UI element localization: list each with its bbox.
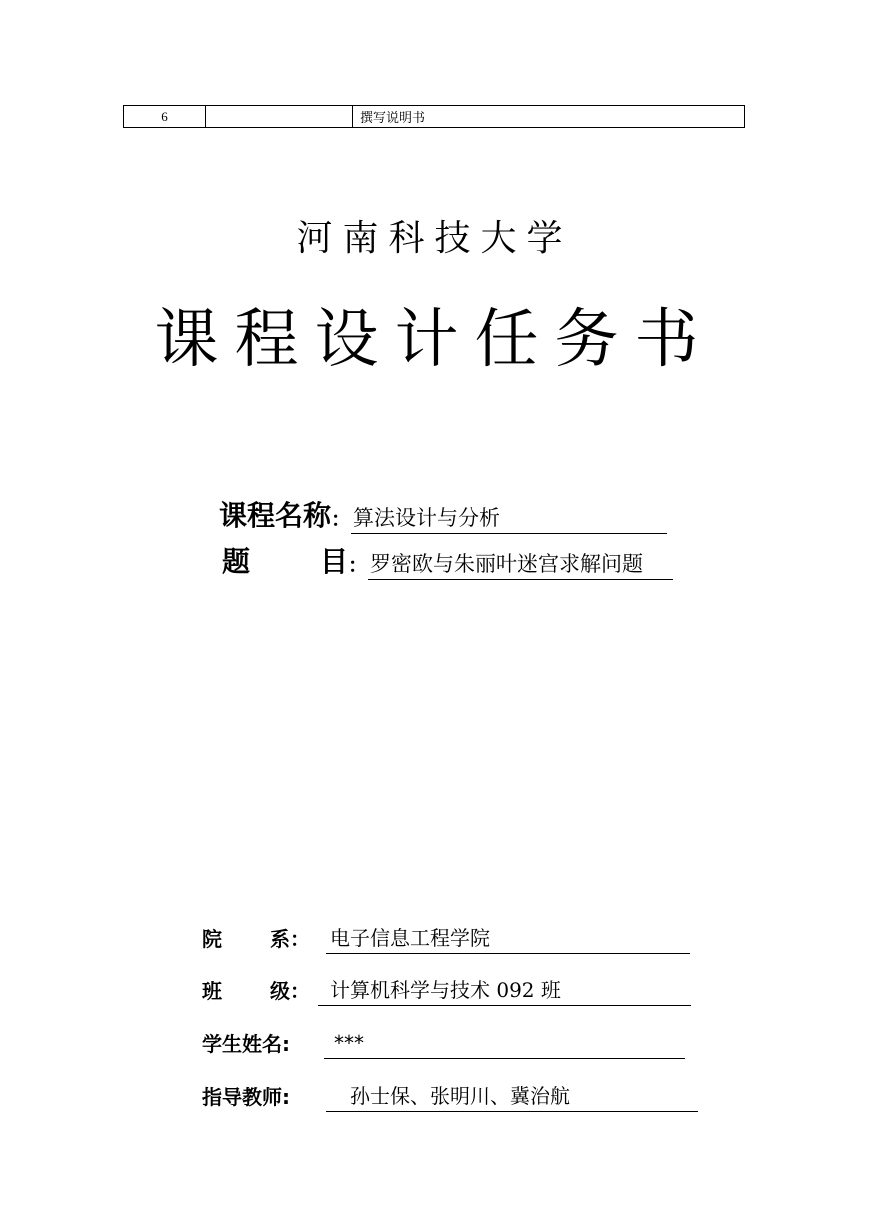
topic-colon: ： [348, 553, 369, 577]
student-name-label: 学生姓名: [202, 1032, 290, 1056]
department-label-first: 院 [202, 927, 222, 951]
course-name-colon: ： [331, 507, 352, 531]
university-name: 河南科技大学 [296, 218, 573, 259]
advisor-label: 指导教师: [202, 1085, 290, 1109]
course-name-row [219, 498, 667, 534]
advisor-row [202, 1078, 698, 1112]
topic-row [222, 544, 673, 580]
topic-label-second: 目 [320, 545, 349, 578]
document-title: 课程设计任务书 [154, 303, 715, 377]
topic-value: 罗密欧与朱丽叶迷宫求解问题 [368, 549, 673, 580]
department-label-second: 系： [270, 927, 310, 951]
class-value: 计算机科学与技术 092 班 [318, 975, 691, 1006]
class-row [202, 972, 691, 1006]
topic-label-first: 题 [222, 545, 251, 578]
student-name-value: *** [324, 1028, 685, 1059]
student-row [202, 1025, 685, 1059]
advisor-value: 孙士保、张明川、冀治航 [326, 1081, 698, 1112]
class-label-first: 班 [202, 979, 222, 1003]
table-cell-task: 撰写说明书 [360, 110, 426, 125]
top-table [123, 105, 745, 128]
department-row [202, 920, 690, 954]
course-name-value: 算法设计与分析 [351, 503, 667, 534]
department-value: 电子信息工程学院 [326, 923, 690, 954]
course-name-label: 课程名称 [219, 499, 332, 532]
class-label-second: 级： [270, 979, 310, 1003]
table-cell-number: 6 [124, 106, 206, 127]
table-cell-empty [206, 106, 353, 127]
